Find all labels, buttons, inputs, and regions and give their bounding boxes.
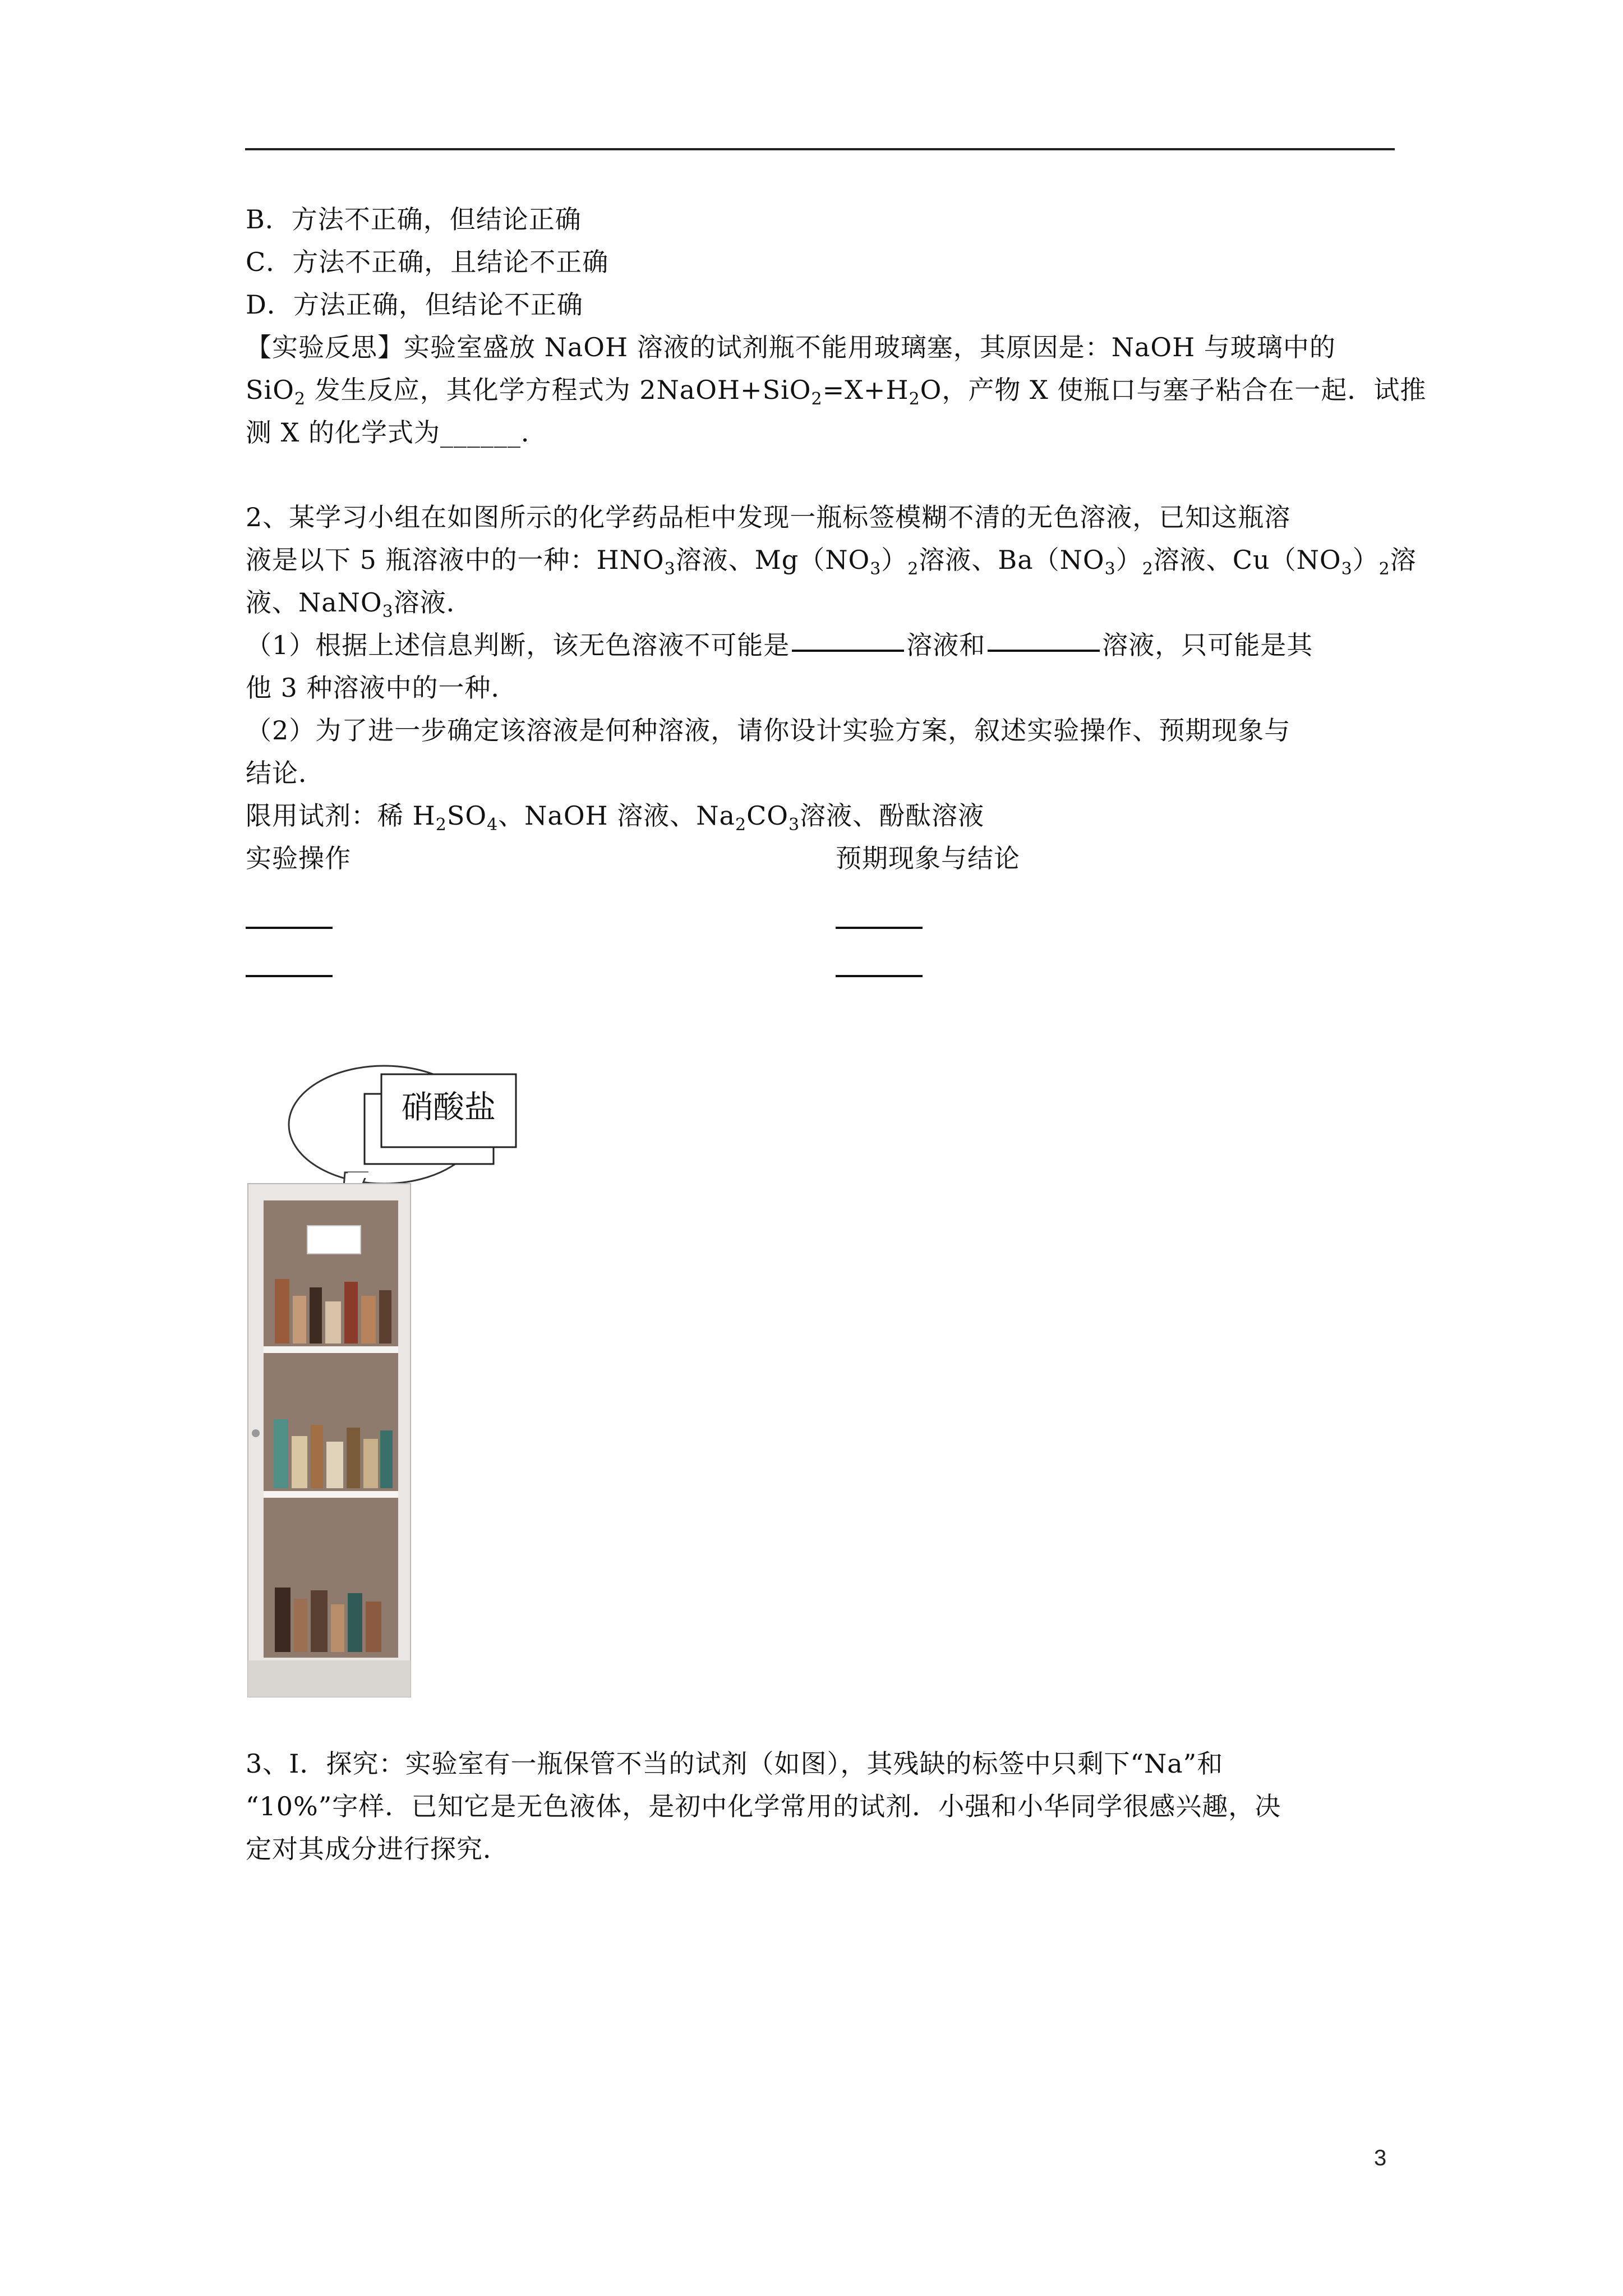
option-c: C．方法不正确，且结论不正确 [246,247,609,277]
shelf-1 [264,1346,398,1353]
q2-intro-line-3: 液、NaNO$_3$溶液． [246,587,473,622]
q2-intro-line-1: 2、某学习小组在如图所示的化学药品柜中发现一瓶标签模糊不清的无色溶液，已知这瓶溶 [246,502,1291,532]
reflection-line-1: 【实验反思】实验室盛放 NaOH 溶液的试剂瓶不能用玻璃塞，其原因是：NaOH 与玻璃中的 [246,332,1336,362]
operation-answer-line-1[interactable] [246,927,333,929]
reagents-line: 限用试剂：稀 $H_2SO_4$、NaOH 溶液、$Na_2CO_3$溶液、酚酞溶液 [246,800,985,835]
q3-line-2: “10%”字样．已知它是无色液体，是初中化学常用的试剂．小强和小华同学很感兴趣，决 [246,1791,1281,1821]
q2-intro-line-2: 液是以下 5 瓶溶液中的一种：$HNO_3$溶液、$Mg(NO_3)_2$溶液、$Ba(NO_3)_2$溶液、$Cu(NO_3)_2$溶 [246,545,1417,579]
cabinet-base [248,1660,411,1697]
answer-blank-2[interactable] [988,650,1100,652]
q2-part2-line-1: （2）为了进一步确定该溶液是何种溶液，请你设计实验方案，叙述实验操作、预期现象与 [246,715,1291,746]
page-number: 3 [1374,2146,1387,2170]
q2-part1-line-1: （1）根据上述信息判断，该无色溶液不可能是 溶液和 溶液，只可能是其 [246,630,1313,660]
column-header-operation: 实验操作 [246,843,351,873]
chemical-cabinet-figure [241,1032,544,1705]
operation-answer-line-2[interactable] [246,975,333,977]
reflection-line-2: SiO$_2$ 发生反应，其化学方程式为 $2NaOH+SiO_2=X+H_2O$，产物 X 使瓶口与塞子粘合在一起．试推 [246,375,1427,409]
option-b: B．方法不正确，但结论正确 [246,204,582,234]
answer-blank-1[interactable] [792,650,904,652]
q2-part2-line-2: 结论． [246,758,325,788]
result-answer-line-2[interactable] [836,975,923,977]
q3-line-1: 3、Ⅰ．探究：实验室有一瓶保管不当的试剂（如图），其残缺的标签中只剩下“Na”和 [246,1749,1224,1779]
callout-text: 硝酸盐 [402,1089,496,1126]
cabinet-illustration [241,1032,544,1705]
q2-part1-line-2: 他 3 种溶液中的一种． [246,673,518,703]
column-header-result: 预期现象与结论 [836,843,1020,873]
result-answer-line-1[interactable] [836,927,923,929]
header-rule [245,148,1395,150]
shelf-2 [264,1491,398,1498]
cabinet-handle [252,1429,260,1437]
cabinet-label [307,1226,361,1254]
q3-line-3: 定对其成分进行探究． [246,1834,509,1864]
reflection-line-3: 测 X 的化学式为______． [246,417,547,448]
option-d: D．方法正确，但结论不正确 [246,289,583,320]
